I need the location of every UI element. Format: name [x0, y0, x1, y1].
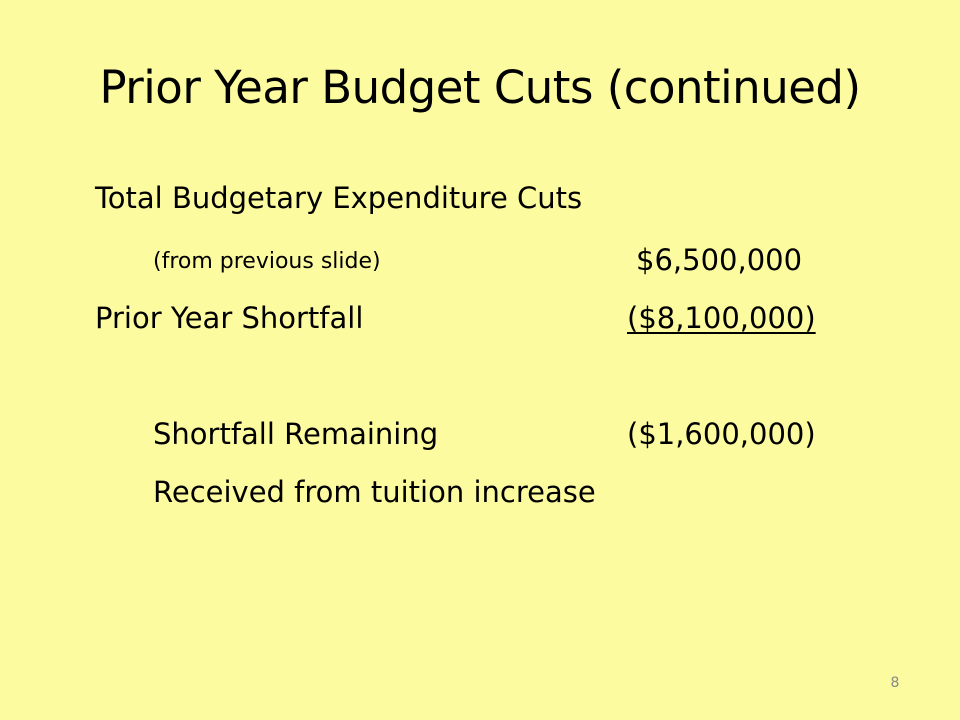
line-previous-slide-label: (from previous slide) — [153, 249, 381, 274]
line-total-cuts-label: Total Budgetary Expenditure Cuts — [95, 181, 583, 215]
slide-title: Prior Year Budget Cuts (continued) — [99, 61, 861, 114]
page-number: 8 — [890, 675, 900, 691]
line-tuition-label: Received from tuition increase — [153, 475, 596, 509]
line-remaining-label: Shortfall Remaining — [153, 417, 439, 451]
line-shortfall-amount: ($8,100,000) — [627, 301, 816, 335]
line-shortfall-label: Prior Year Shortfall — [95, 301, 364, 335]
line-previous-slide-amount: $6,500,000 — [636, 243, 803, 277]
line-remaining-amount: ($1,600,000) — [627, 417, 816, 451]
